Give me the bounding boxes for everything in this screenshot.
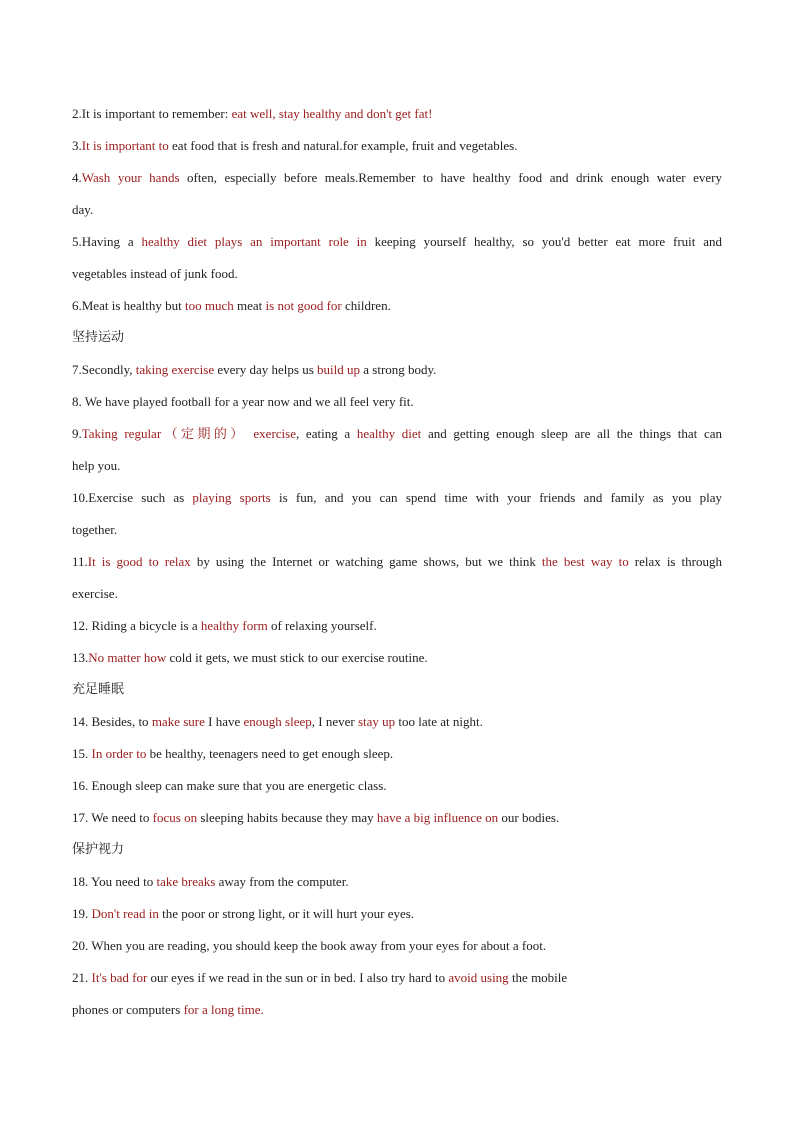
text-line	[72, 98, 722, 130]
text-line	[72, 738, 722, 770]
text-segment: , I never	[311, 714, 358, 729]
highlighted-phrase: It's bad for	[91, 970, 148, 985]
text-line	[72, 514, 722, 546]
text-segment: 8. We have played football for a year now and we all feel very fit.	[72, 394, 414, 409]
text-line	[72, 226, 722, 258]
highlighted-phrase: It is important to	[81, 138, 169, 153]
text-segment: 9.	[72, 426, 82, 441]
text-segment: 18. You need to	[72, 874, 157, 889]
highlighted-phrase: the best way to	[541, 554, 629, 569]
text-segment: 19.	[72, 906, 92, 921]
text-segment: phones or computers	[72, 1002, 184, 1017]
text-line	[72, 930, 722, 962]
text-line	[72, 706, 722, 738]
text-segment: together.	[72, 522, 118, 537]
highlighted-phrase: It is good to relax	[87, 554, 191, 569]
text-line	[72, 962, 722, 994]
highlighted-phrase: for a long time.	[183, 1002, 264, 1017]
text-segment: vegetables instead of junk food.	[72, 266, 238, 281]
document-body	[72, 98, 722, 1026]
text-line	[72, 610, 722, 642]
text-segment: 7.Secondly,	[72, 362, 136, 377]
text-segment: eat food that is fresh and natural.for example, fruit and vegetables.	[168, 138, 518, 153]
text-line	[72, 450, 722, 482]
highlighted-phrase: is not good for	[265, 298, 342, 313]
text-segment: , eating a	[296, 426, 357, 441]
text-segment: our bodies.	[498, 810, 560, 825]
text-line	[72, 642, 722, 674]
text-segment: 5.Having a	[72, 234, 142, 249]
text-segment: I have	[204, 714, 244, 729]
text-segment: day.	[72, 202, 94, 217]
text-segment: 16. Enough sleep can make sure that you are energetic class.	[72, 778, 387, 793]
highlighted-phrase: Don't read in	[91, 906, 159, 921]
text-line	[72, 194, 722, 226]
text-line	[72, 130, 722, 162]
text-segment: exercise.	[72, 586, 118, 601]
text-segment: children.	[341, 298, 391, 313]
highlighted-phrase: make sure	[151, 714, 205, 729]
highlighted-phrase: Taking regular（定期的） exercise	[81, 426, 296, 441]
text-segment: too late at night.	[395, 714, 483, 729]
text-segment: the mobile	[508, 970, 568, 985]
text-line	[72, 866, 722, 898]
text-segment: and getting enough sleep are all the things that can	[421, 426, 722, 441]
text-line	[72, 386, 722, 418]
text-segment: meat	[233, 298, 266, 313]
text-segment: of relaxing yourself.	[267, 618, 377, 633]
text-segment: 11.	[72, 554, 88, 569]
text-line	[72, 482, 722, 514]
text-segment: is fun, and you can spend time with your friends and family as you play	[270, 490, 722, 505]
text-segment: 13.	[72, 650, 89, 665]
text-segment: 12. Riding a bicycle is a	[72, 618, 201, 633]
highlighted-phrase: stay up	[357, 714, 396, 729]
text-segment: away from the computer.	[215, 874, 349, 889]
text-segment: relax is through	[628, 554, 722, 569]
text-line	[72, 802, 722, 834]
text-segment: sleeping habits because they may	[197, 810, 377, 825]
text-segment: every day helps us	[214, 362, 318, 377]
section-heading: 坚持运动	[72, 330, 125, 345]
text-line	[72, 354, 722, 386]
text-segment: 15.	[72, 746, 92, 761]
text-segment: 10.Exercise such as	[72, 490, 193, 505]
text-segment: cold it gets, we must stick to our exercise routine.	[166, 650, 428, 665]
text-line	[72, 994, 722, 1026]
highlighted-phrase: No matter how	[88, 650, 167, 665]
highlighted-phrase: take breaks	[156, 874, 216, 889]
text-segment: 6.Meat is healthy but	[72, 298, 186, 313]
highlighted-phrase: have a big influence on	[376, 810, 499, 825]
highlighted-phrase: build up	[317, 362, 360, 377]
text-line	[72, 418, 722, 450]
text-line	[72, 898, 722, 930]
highlighted-phrase: healthy diet	[356, 426, 422, 441]
highlighted-phrase: healthy diet plays an important role in	[141, 234, 367, 249]
text-segment: often, especially before meals.Remember to have healthy food and drink enough water every	[179, 170, 722, 185]
highlighted-phrase: healthy form	[200, 618, 268, 633]
text-segment: 20. When you are reading, you should keep the book away from your eyes for about a foot.	[72, 938, 547, 953]
text-segment: 14. Besides, to	[72, 714, 152, 729]
text-line	[72, 770, 722, 802]
text-segment: keeping yourself healthy, so you'd better eat more fruit and	[366, 234, 722, 249]
text-line	[72, 578, 722, 610]
text-segment: 21.	[72, 970, 92, 985]
highlighted-phrase: Wash your hands	[81, 170, 180, 185]
highlighted-phrase: too much	[185, 298, 234, 313]
highlighted-phrase: playing sports	[192, 490, 271, 505]
text-segment: the poor or strong light, or it will hurt your eyes.	[158, 906, 415, 921]
text-line	[72, 162, 722, 194]
highlighted-phrase: focus on	[152, 810, 198, 825]
text-line	[72, 290, 722, 322]
highlighted-phrase: avoid using	[448, 970, 509, 985]
text-segment: 17. We need to	[72, 810, 153, 825]
highlighted-phrase: enough sleep	[243, 714, 312, 729]
text-segment: a strong body.	[360, 362, 437, 377]
text-segment: 2.It is important to remember:	[72, 106, 232, 121]
text-segment: help you.	[72, 458, 121, 473]
text-segment: by using the Internet or watching game shows, but we think	[190, 554, 542, 569]
highlighted-phrase: In order to	[91, 746, 147, 761]
text-segment: 4.	[72, 170, 82, 185]
section-heading: 充足睡眠	[72, 682, 125, 697]
text-segment: be healthy, teenagers need to get enough sleep.	[146, 746, 394, 761]
highlighted-phrase: taking exercise	[135, 362, 215, 377]
section-heading: 保护视力	[72, 842, 125, 857]
text-segment: 3.	[72, 138, 82, 153]
text-segment: our eyes if we read in the sun or in bed. I also try hard to	[147, 970, 449, 985]
highlighted-phrase: eat well, stay healthy and don't get fat!	[231, 106, 433, 121]
text-line	[72, 546, 722, 578]
text-line	[72, 258, 722, 290]
